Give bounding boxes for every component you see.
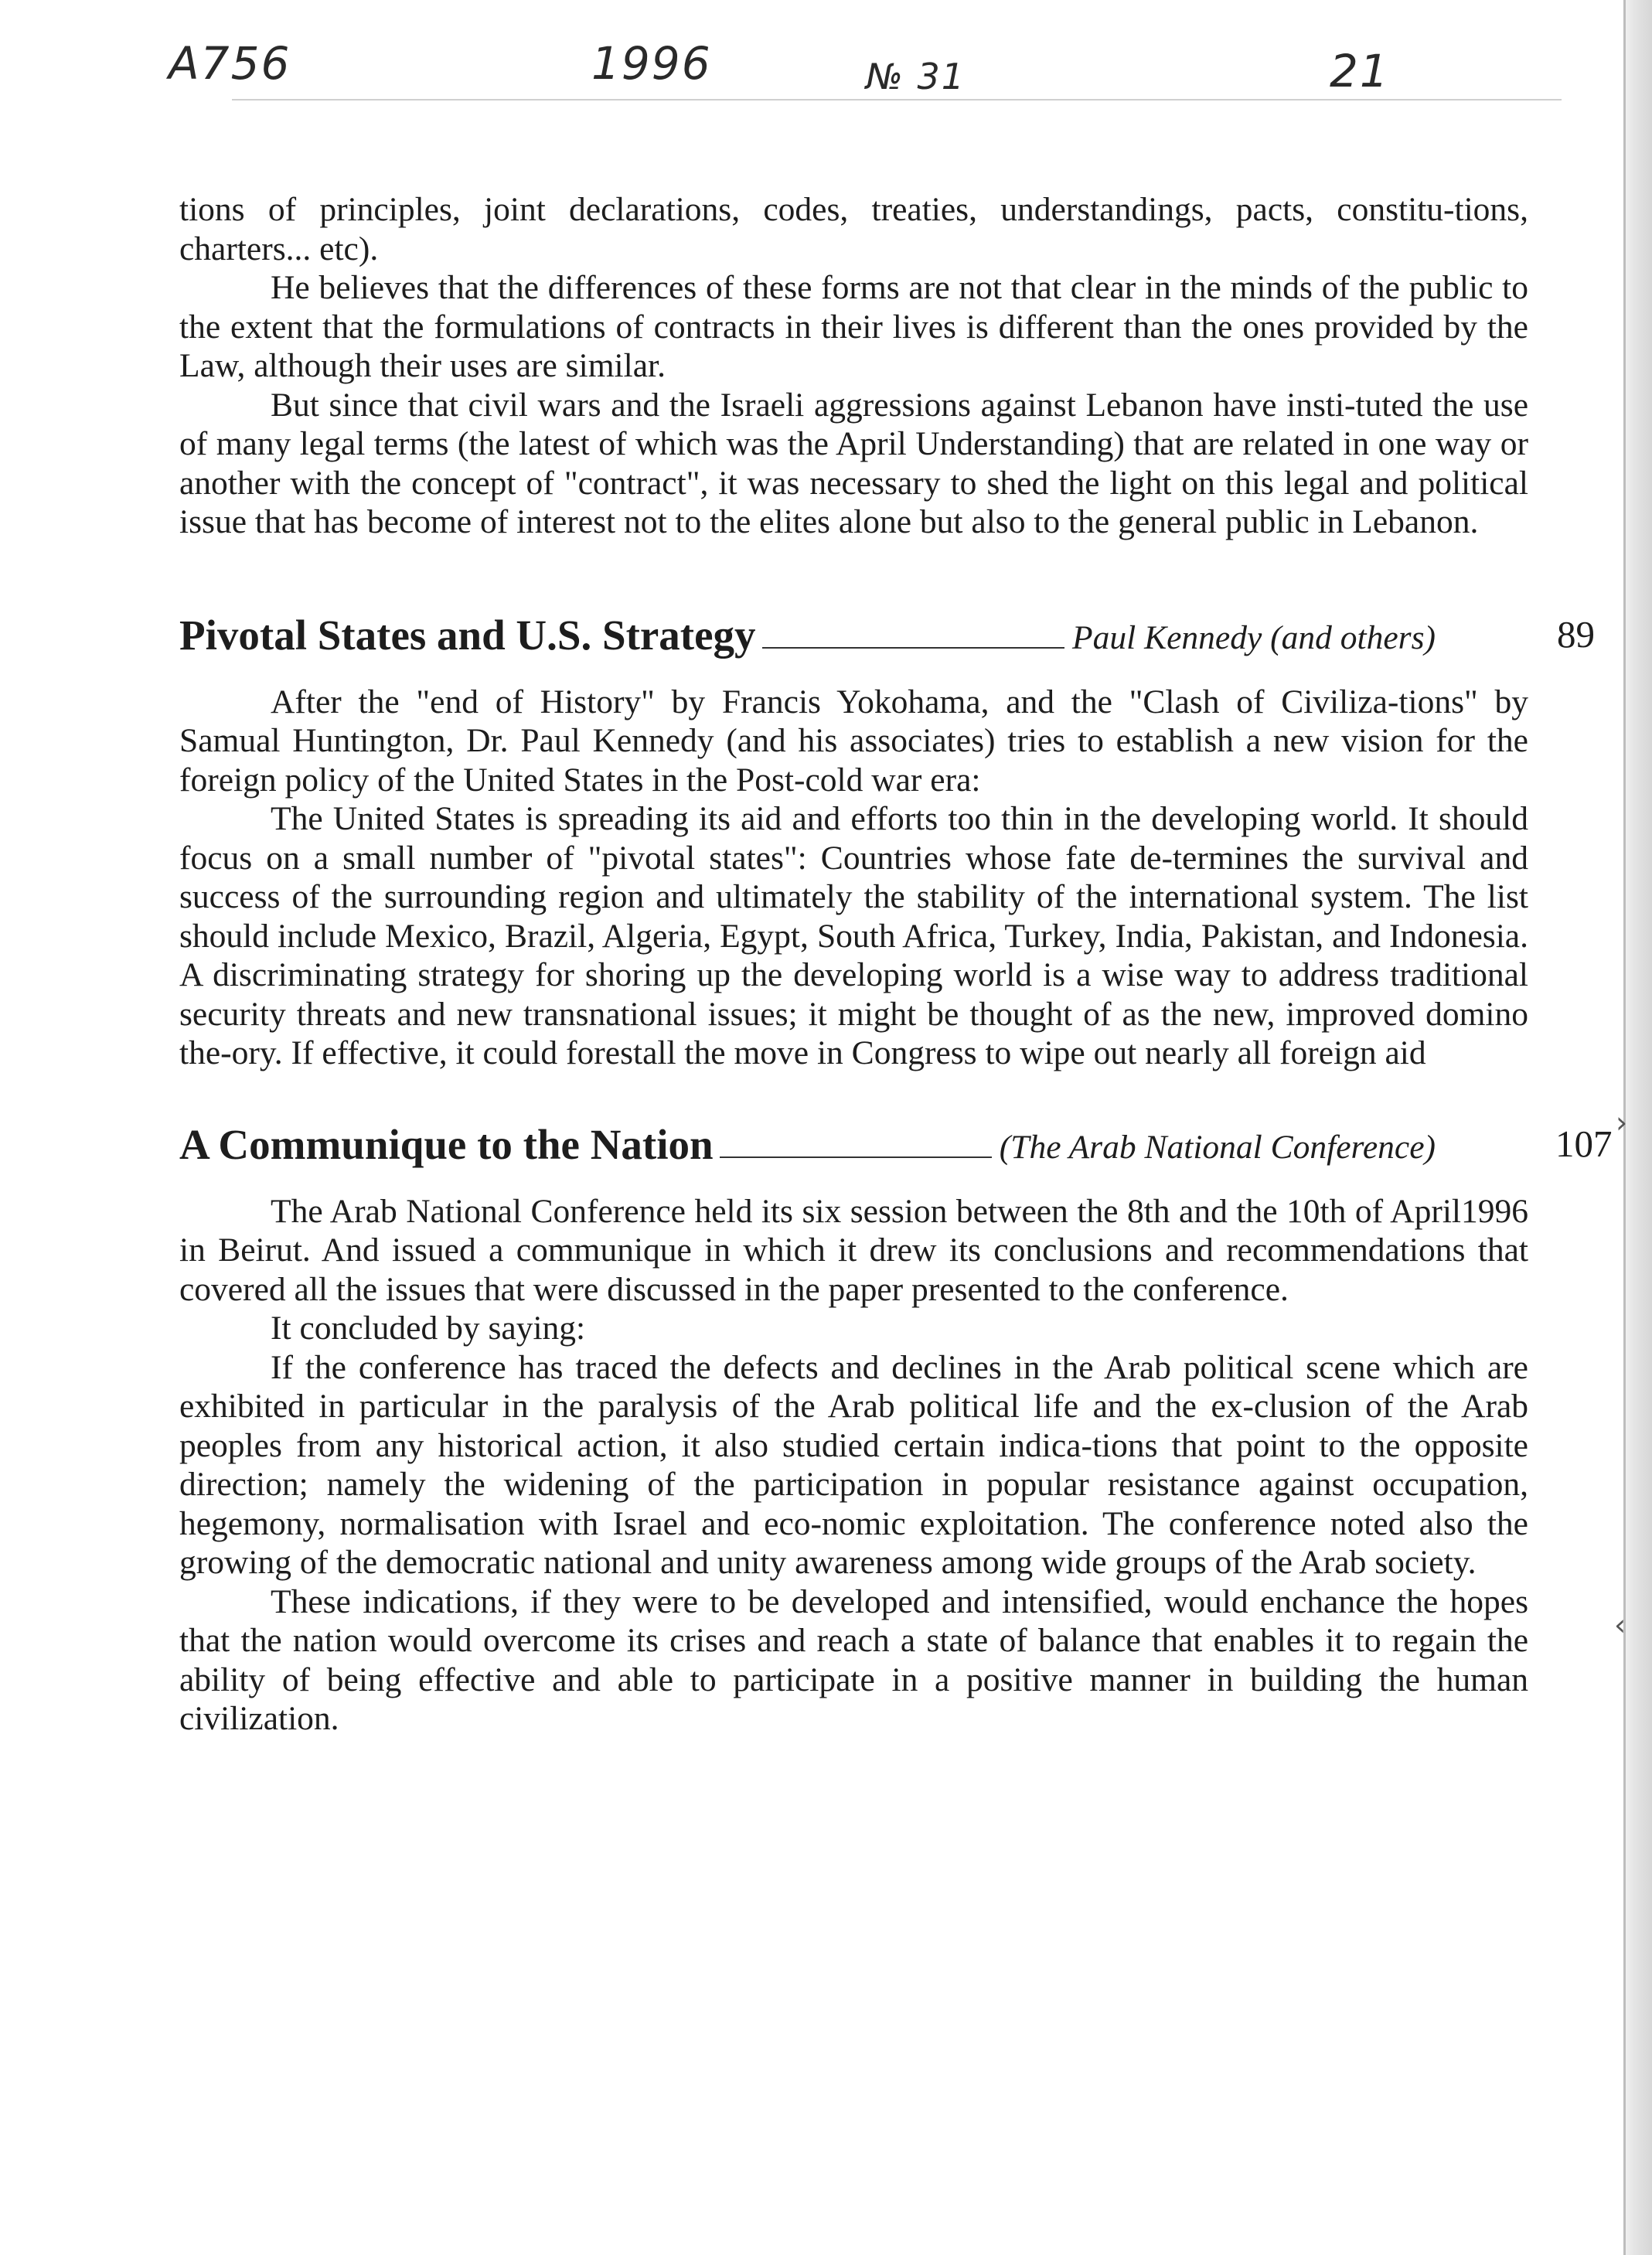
intro-paragraph: tions of principles, joint declarations, codes, treaties, understandings, pacts, constitu-tions, charters... etc). xyxy=(179,191,1528,267)
section-page-number: 89 xyxy=(1557,612,1595,656)
section-author: (The Arab National Conference) xyxy=(999,1128,1436,1166)
scan-edge xyxy=(1623,0,1652,2255)
section-heading xyxy=(179,611,1595,659)
section-pivotal-states xyxy=(179,611,1595,1073)
margin-mark: › xyxy=(1616,1105,1628,1139)
dotted-leader xyxy=(720,1156,992,1158)
margin-mark: ‹ xyxy=(1614,1608,1626,1642)
section-paragraph: The United States is spreading its aid and efforts too thin in the developing world. It should focus on a small number of "pivotal states": Countries whose fate de-termines the survival and success of the surrounding region and ultimately the stability of the international system. The list should include Mexico, Brazil, Algeria, Egypt, South Africa, Turkey, India, Pakistan, and Indonesia. A discriminating strategy for shoring up the developing world is a wise way to address traditional security threats and new transnational issues; it might be thought of as the new, improved domino the-ory. If effective, it could forestall the move in Congress to wipe out nearly all foreign aid xyxy=(179,800,1528,1071)
section-paragraph: After the "end of History" by Francis Yokohama, and the "Clash of Civiliza-tions" by Samual Huntington, Dr. Paul Kennedy (and his associates) tries to establish a new vision for the foreign policy of the United States in the Post-cold war era: xyxy=(179,683,1528,799)
header-rule xyxy=(232,99,1562,100)
text-column xyxy=(179,190,1613,1739)
dotted-leader xyxy=(762,647,1065,649)
section-page-number: 107 xyxy=(1555,1122,1613,1165)
handwritten-issue: № 31 xyxy=(866,56,966,97)
intro-paragraph: But since that civil wars and the Israeli aggressions against Lebanon have insti-tuted the use of many legal terms (the latest of which was the April Understanding) that are related in one way or another with the concept of "contract", it was necessary to shed the light on this legal and political issue that has become of interest not to the elites alone but also to the general public in Lebanon. xyxy=(179,386,1528,540)
handwritten-year: 1996 xyxy=(591,37,712,90)
section-heading xyxy=(179,1120,1613,1169)
section-title: A Communique to the Nation xyxy=(179,1120,714,1168)
intro-paragraph: He believes that the differences of these forms are not that clear in the minds of the public to the extent that the formulations of contracts in their lives is different than the ones provided by the Law, although their uses are similar. xyxy=(179,269,1528,384)
section-author: Paul Kennedy (and others) xyxy=(1072,618,1436,656)
section-communique xyxy=(179,1120,1613,1739)
section-paragraph: These indications, if they were to be developed and intensified, would enchance the hopes that the nation would overcome its crises and reach a state of balance that enables it to regain the ability of being effective and able to participate in a positive manner in building the human civilization. xyxy=(179,1582,1528,1737)
section-title: Pivotal States and U.S. Strategy xyxy=(179,611,756,659)
intro-section xyxy=(179,190,1528,542)
section-paragraph: It concluded by saying: xyxy=(271,1310,586,1347)
section-paragraph: If the conference has traced the defects and declines in the Arab political scene which are exhibited in particular in the paralysis of the Arab political life and the ex-clusion of the Arab peoples from any historical action, it also studied certain indica-tions that point to the opposite direction; namely the widening of the participation in popular resistance against occupation, hegemony, normalisation with Israel and eco-nomic exploitation. The conference noted also the growing of the democratic national and unity awareness among wide groups of the Arab society. xyxy=(179,1348,1528,1581)
section-paragraph: The Arab National Conference held its six session between the 8th and the 10th of April1996 in Beirut. And issued a communique in which it drew its conclusions and recommendations that covered all the issues that were discussed in the paper presented to the conference. xyxy=(179,1192,1528,1308)
handwritten-number: 21 xyxy=(1330,45,1390,97)
handwritten-code: A756 xyxy=(169,37,291,90)
